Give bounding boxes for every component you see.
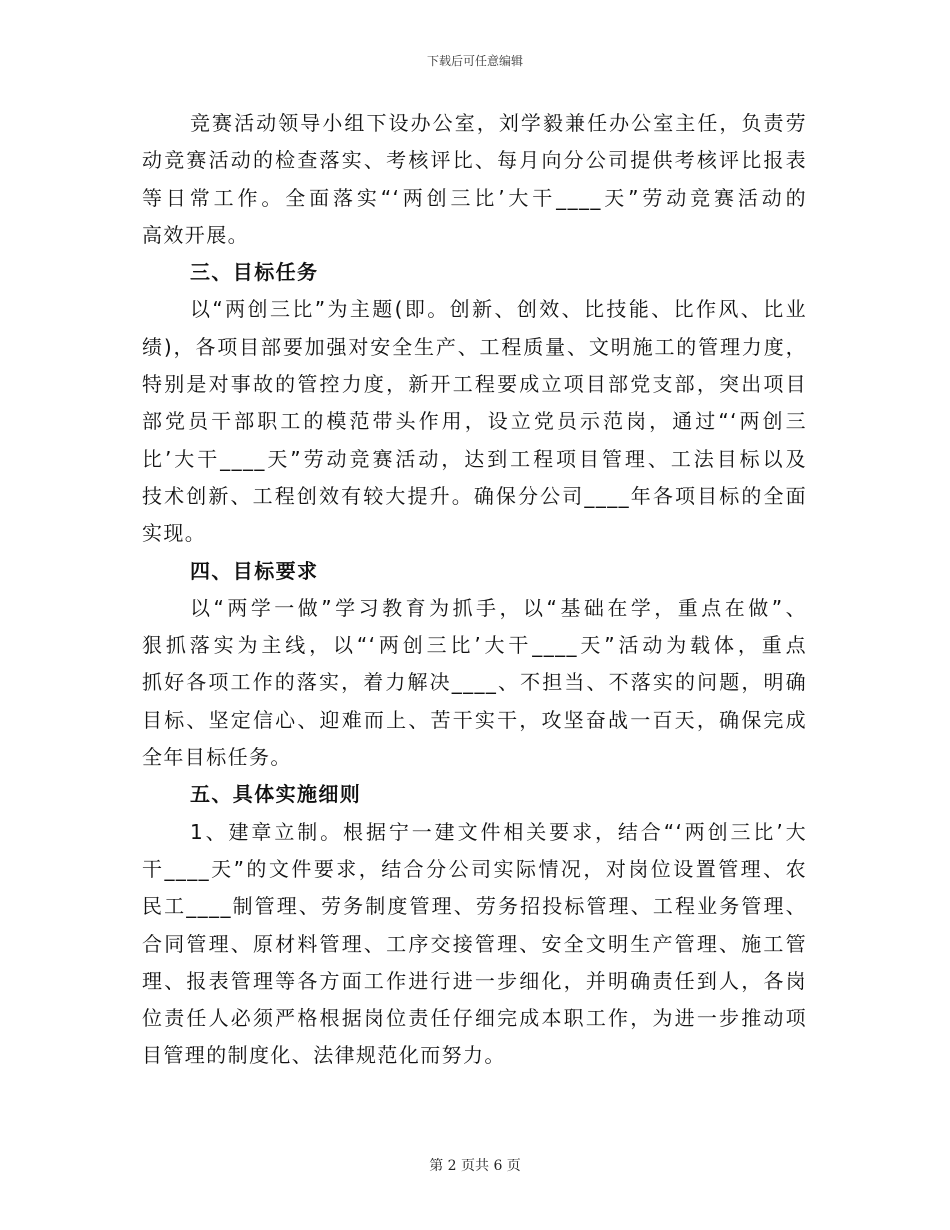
paragraph-line: 竞赛活动领导小组下设办公室，刘学毅兼任办公室主任，负责劳 [190,111,807,135]
paragraph-line: 实现。 [142,521,207,546]
paragraph-line: 全年目标任务。 [142,745,292,770]
section-heading-requirements: 四、目标要求 [190,558,319,583]
paragraph-line: 合同管理、原材料管理、工序交接管理、安全文明生产管理、施工管 [142,931,807,956]
paragraph-line: 位责任人必须严格根据岗位责任仔细完成本职工作，为进一步推动项 [142,1006,807,1031]
paragraph-line: 狠抓落实为主线，以“‘两创三比’大干____天”活动为载体，重点 [142,633,807,658]
paragraph-line: 目管理的制度化、法律规范化而努力。 [142,1043,506,1068]
paragraph-line: 特别是对事故的管控力度，新开工程要成立项目部党支部，突出项目 [142,372,807,397]
paragraph-line: 以“两学一做”学习教育为抓手，以“基础在学，重点在做”、 [190,595,807,620]
paragraph-line: 高效开展。 [142,222,249,247]
section-heading-implementation: 五、具体实施细则 [190,782,362,807]
page-footer: 第 2 页共 6 页 [429,1158,521,1174]
paragraph-line: 等日常工作。全面落实“‘两创三比’大干____天”劳动竞赛活动的 [142,185,807,210]
paragraph-line: 动竞赛活动的检查落实、考核评比、每月向分公司提供考核评比报表 [142,148,807,173]
paragraph-line: 民工____制管理、劳务制度管理、劳务招投标管理、工程业务管理、 [142,894,807,919]
paragraph-line: 1、建章立制。根据宁一建文件相关要求，结合“‘两创三比’大 [190,819,807,844]
section-heading-targets: 三、目标任务 [190,260,319,285]
paragraph-line: 以“两创三比”为主题(即。创新、创效、比技能、比作风、比业 [190,297,807,322]
paragraph-line: 比’大干____天”劳动竞赛活动，达到工程项目管理、工法目标以及 [142,446,807,471]
paragraph-line: 抓好各项工作的落实，着力解决____、不担当、不落实的问题，明确 [142,670,807,695]
paragraph-line: 绩)，各项目部要加强对安全生产、工程质量、文明施工的管理力度， [142,334,807,359]
page-header: 下载后可任意编辑 [426,54,523,68]
paragraph-line: 干____天”的文件要求，结合分公司实际情况，对岗位设置管理、农 [142,856,807,881]
paragraph-line: 部党员干部职工的模范带头作用，设立党员示范岗，通过“‘两创三 [142,409,807,434]
paragraph-line: 理、报表管理等各方面工作进行进一步细化，并明确责任到人，各岗 [142,968,807,993]
paragraph-line: 技术创新、工程创效有较大提升。确保分公司____年各项目标的全面 [142,483,807,508]
paragraph-line: 目标、坚定信心、迎难而上、苦干实干，攻坚奋战一百天，确保完成 [142,707,807,732]
document-body [142,105,807,1075]
